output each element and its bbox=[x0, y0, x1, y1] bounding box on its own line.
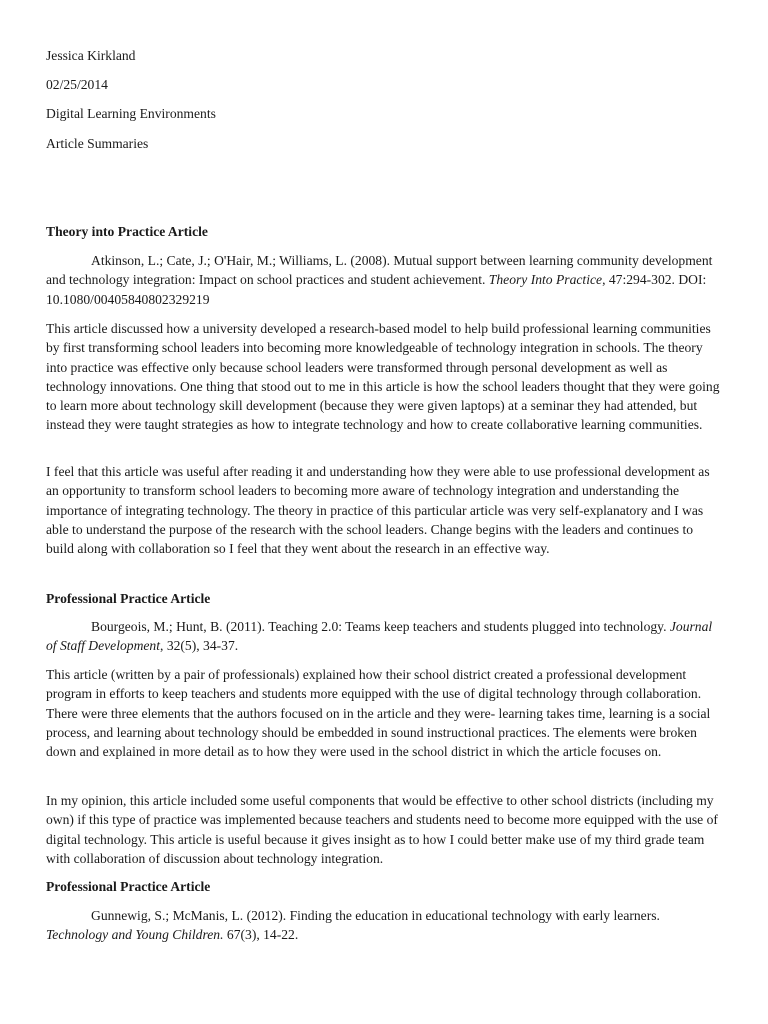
assignment-title: Article Summaries bbox=[46, 136, 149, 151]
section-heading: Professional Practice Article bbox=[46, 879, 211, 894]
citation-journal: Theory Into Practice bbox=[488, 272, 603, 288]
citation-journal: Technology and Young Children. bbox=[46, 927, 224, 943]
citation-details: , 47:294-302. DOI: 10.1080/00405840802329219 bbox=[46, 272, 707, 307]
citation bbox=[46, 251, 722, 309]
citation-details: , 32(5), 34-37. bbox=[160, 638, 239, 654]
citation-details: 67(3), 14-22. bbox=[223, 927, 299, 943]
citation-text: Bourgeois, M.; Hunt, B. (2011). Teaching 2.0: Teams keep teachers and students plugged into technology. bbox=[91, 619, 670, 634]
citation-text: Gunnewig, S.; McManis, L. (2012). Finding the education in educational technology with early learners. bbox=[91, 908, 660, 923]
summary-paragraph: This article discussed how a university developed a research-based model to help build professional learning communities by first transforming school leaders into becoming more knowledgeable of technology integration in schools. The theory into practice was effective only because school leaders were transformed through personal development as well as technology innovations. One thing that stood out to me in this article is how the school leaders thought that they were going to learn more about technology skill development (because they were given laptops) at a seminar they had attended, but instead they were taught strategies as how to integrate technology and how to create collaborative learning communities. bbox=[46, 321, 720, 433]
citation-journal: Journal of Staff Development bbox=[46, 619, 713, 654]
citation bbox=[46, 906, 722, 945]
author-name: Jessica Kirkland bbox=[46, 48, 136, 63]
reflection-paragraph: I feel that this article was useful after reading it and understanding how they were able to use professional development as an opportunity to transform school leaders to becoming more aware of technology integration and understanding the importance of integrating technology. The theory in practice of this particular article was very self-explanatory and I was able to understand the purpose of the research with the school leaders. Change begins with the leaders and continues to build along with collaboration so I feel that they went about the research in an effective way. bbox=[46, 464, 710, 557]
section-heading: Theory into Practice Article bbox=[46, 224, 208, 239]
section-heading: Professional Practice Article bbox=[46, 591, 211, 606]
summary-paragraph: This article (written by a pair of professionals) explained how their school district created a professional development program in efforts to keep teachers and students more equipped with the use of digital technology through collaboration. There were three elements that the authors focused on in the article and they were- learning takes time, learning is a social process, and learning about technology should be embedded in sound instructional practices. The elements were broken down and explained in more detail as to how they were used in the school district in which the article focuses on. bbox=[46, 667, 711, 760]
document-date: 02/25/2014 bbox=[46, 77, 108, 92]
course-title: Digital Learning Environments bbox=[46, 106, 216, 121]
reflection-paragraph: In my opinion, this article included some useful components that would be effective to other school districts (including my own) if this type of practice was implemented because teachers and students need to become more equipped with the use of digital technology. This article is useful because it gives insight as to how I could better make use of my third grade team with collaboration of discussion about technology integration. bbox=[46, 793, 718, 866]
citation-text: Atkinson, L.; Cate, J.; O'Hair, M.; Williams, L. (2008). Mutual support between learning community development and technology integration: Impact on school practices and student achievement. bbox=[46, 253, 713, 288]
citation bbox=[46, 617, 722, 656]
